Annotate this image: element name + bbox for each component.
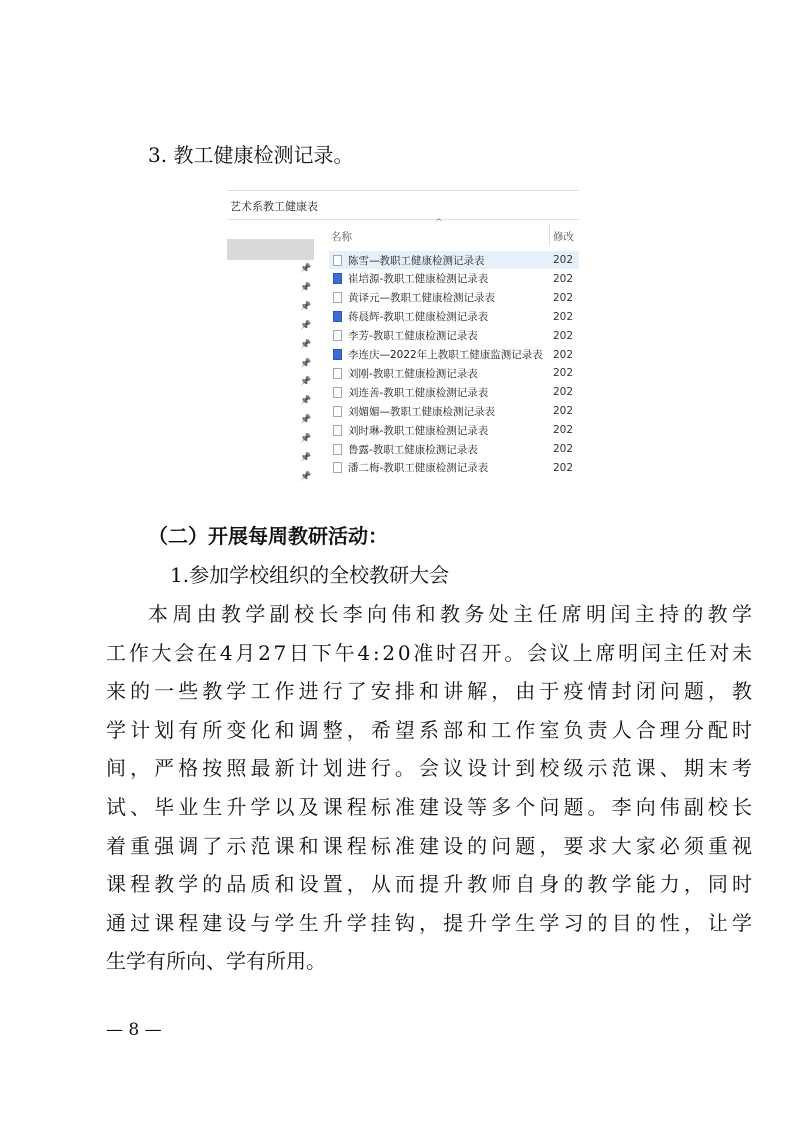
page-number: — 8 — (106, 1020, 162, 1040)
file-date: 202 (553, 272, 574, 285)
file-date: 202 (553, 443, 574, 455)
document-icon (333, 330, 342, 341)
file-row[interactable] (329, 383, 579, 401)
section-heading: （二）开展每周教研活动： (148, 524, 388, 548)
file-row[interactable] (329, 459, 579, 477)
pin-icon[interactable]: 📌 (300, 377, 312, 388)
divider (227, 219, 579, 220)
column-divider (549, 224, 550, 246)
file-date: 202 (553, 329, 574, 342)
paragraph-line: 工作大会在4月27日下午4:20准时召开。会议上席明闰主任对未 (106, 640, 755, 665)
item-heading: 1.参加学校组织的全校教研大会 (170, 563, 450, 587)
file-row[interactable] (329, 308, 579, 326)
file-name: 刘媚媚—教职工健康检测记录表 (348, 405, 495, 418)
toolbar-strip (227, 178, 579, 191)
file-row[interactable] (329, 346, 579, 364)
document-icon (333, 406, 342, 417)
file-name: 刘连善-教职工健康检测记录表 (348, 386, 489, 399)
document-icon (333, 444, 342, 455)
heading-health-records: 3. 教工健康检测记录。 (148, 143, 354, 167)
paragraph-line: 间，严格按照最新计划进行。会议设计到校级示范课、期末考 (106, 756, 757, 781)
file-row[interactable] (329, 402, 579, 420)
file-name: 潘二梅-教职工健康检测记录表 (348, 462, 489, 475)
document-icon (333, 462, 342, 473)
paragraph-line: 生学有所向、学有所用。 (106, 949, 326, 974)
paragraph-line: 着重强调了示范课和课程标准建设的问题，要求大家必须重视 (106, 833, 757, 858)
file-explorer-screenshot (227, 178, 579, 487)
file-date: 202 (553, 386, 574, 399)
column-header-name: 名称 (331, 231, 352, 243)
file-date: 202 (553, 461, 574, 474)
paragraph-line: 通过课程建设与学生升学挂钩，提升学生学习的目的性，让学 (106, 910, 757, 935)
folder-title: 艺术系教工健康表 (230, 200, 318, 213)
pin-icon[interactable]: 📌 (300, 301, 312, 312)
pin-icon[interactable]: 📌 (300, 471, 312, 482)
file-date: 202 (553, 348, 574, 361)
paragraph-line: 试、毕业生升学以及课程标准建设等多个问题。李向伟副校长 (106, 795, 757, 819)
file-name: 崔培源-教职工健康检测记录表 (348, 273, 489, 286)
file-date: 202 (553, 424, 574, 437)
document-icon (333, 387, 342, 398)
pin-icon[interactable]: 📌 (300, 282, 312, 293)
file-row[interactable] (329, 421, 579, 439)
document-icon (333, 368, 342, 379)
document-icon (333, 425, 342, 436)
file-row[interactable] (329, 440, 579, 458)
pin-icon[interactable]: 📌 (300, 320, 312, 331)
file-name: 刘时琳-教职工健康检测记录表 (348, 424, 489, 437)
nav-selected-item (227, 239, 314, 260)
file-date: 202 (553, 367, 574, 380)
file-name: 刘刚-教职工健康检测记录表 (348, 367, 478, 380)
file-row[interactable] (329, 251, 579, 269)
paragraph-line: 来的一些教学工作进行了安排和讲解，由于疫情封闭问题，教 (106, 679, 757, 704)
pin-icon[interactable]: 📌 (300, 339, 312, 350)
file-row[interactable] (329, 270, 579, 288)
column-header-modified: 修改 (553, 231, 574, 243)
document-icon (333, 255, 342, 266)
file-name: 黄译元—教职工健康检测记录表 (348, 292, 495, 305)
file-name: 鲁露-教职工健康检测记录表 (348, 443, 478, 456)
pin-icon[interactable]: 📌 (300, 264, 312, 274)
file-date: 202 (553, 291, 574, 304)
sort-caret-icon: ^ (435, 218, 443, 228)
document-icon (333, 273, 342, 284)
file-name: 蒋晨辉-教职工健康检测记录表 (348, 311, 489, 324)
document-icon (333, 311, 342, 322)
pin-icon[interactable]: 📌 (300, 415, 312, 426)
pin-icon[interactable]: 📌 (300, 434, 312, 445)
document-icon (333, 292, 342, 303)
paragraph-line: 课程教学的品质和设置，从而提升教师自身的教学能力，同时 (106, 872, 757, 897)
pin-icon[interactable]: 📌 (300, 396, 312, 407)
file-name: 陈雪—教职工健康检测记录表 (348, 254, 485, 267)
pin-icon[interactable]: 📌 (300, 453, 312, 463)
file-date: 202 (553, 405, 574, 418)
file-row[interactable] (329, 327, 579, 345)
document-icon (333, 349, 342, 360)
file-name: 李连庆—2022年上教职工健康监测记录表 (348, 349, 543, 361)
pin-icon[interactable]: 📌 (300, 358, 312, 369)
file-date: 202 (553, 310, 574, 323)
file-date: 202 (553, 254, 574, 266)
file-name: 李芳-教职工健康检测记录表 (348, 330, 478, 343)
paragraph-line: 学计划有所变化和调整，希望系部和工作室负责人合理分配时 (106, 717, 757, 742)
file-row[interactable] (329, 289, 579, 307)
paragraph-line: 本周由教学副校长李向伟和教务处主任席明闰主持的教学 (148, 602, 757, 626)
file-row[interactable] (329, 364, 579, 382)
